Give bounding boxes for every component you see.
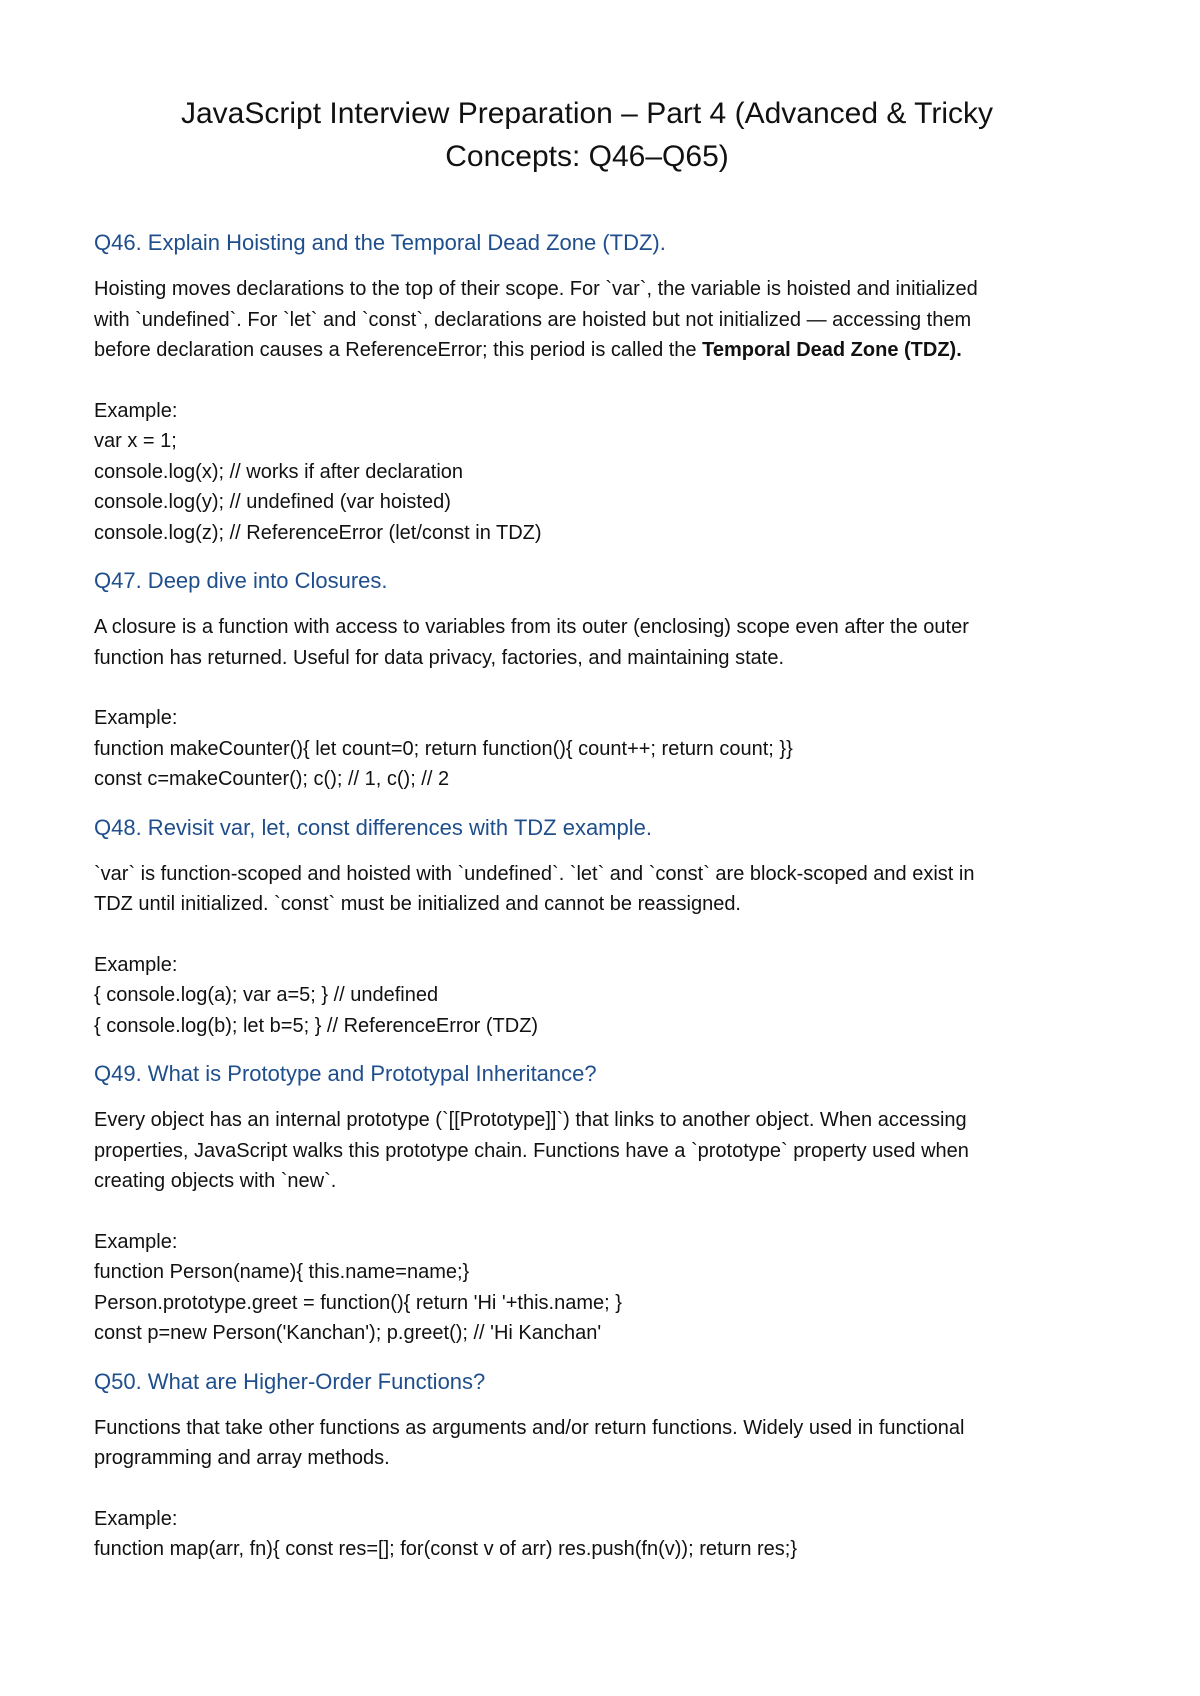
code-line: function map(arr, fn){ const res=[]; for(const v of arr) res.push(fn(v)); return res;}	[94, 1538, 798, 1560]
example-label: Example:	[94, 707, 178, 729]
code-line: console.log(x); // works if after declaration	[94, 460, 464, 483]
code-line: const p=new Person('Kanchan'); p.greet(); // 'Hi Kanchan'	[94, 1322, 602, 1344]
code-line: { console.log(b); let b=5; } // ReferenceError (TDZ)	[94, 1014, 539, 1037]
paragraph-line: `var` is function-scoped and hoisted with `undefined`. `let` and `const` are block-scoped and exist in	[94, 862, 975, 885]
document-title	[94, 92, 1080, 178]
paragraph-line: Hoisting moves declarations to the top of their scope. For `var`, the variable is hoisted and initialized	[94, 278, 978, 300]
paragraph-line: properties, JavaScript walks this prototype chain. Functions have a `prototype` property used when	[94, 1139, 969, 1162]
paragraph-line: function has returned. Useful for data privacy, factories, and maintaining state.	[94, 646, 784, 669]
question-heading: Q47. Deep dive into Closures.	[94, 568, 388, 593]
question-heading: Q48. Revisit var, let, const differences with TDZ example.	[94, 814, 652, 840]
code-line: const c=makeCounter(); c(); // 1, c(); // 2	[94, 768, 450, 790]
section-q46	[94, 228, 1080, 548]
section-q47	[94, 566, 1080, 795]
code-line: function Person(name){ this.name=name;}	[94, 1261, 470, 1283]
example-label: Example:	[94, 1507, 178, 1530]
example-label: Example:	[94, 953, 178, 976]
section-q48	[94, 813, 1080, 1042]
code-line: Person.prototype.greet = function(){ return 'Hi '+this.name; }	[94, 1291, 622, 1314]
question-heading: Q49. What is Prototype and Prototypal Inheritance?	[94, 1061, 597, 1086]
code-line: var x = 1;	[94, 430, 177, 452]
answer-paragraph	[94, 274, 1080, 366]
document-title-line-1: JavaScript Interview Preparation – Part 4 (Advanced & Tricky	[180, 97, 994, 130]
code-line: console.log(y); // undefined (var hoisted)	[94, 491, 451, 513]
paragraph-line: Functions that take other functions as arguments and/or return functions. Widely used in functional	[94, 1416, 965, 1439]
section-q50	[94, 1367, 1080, 1565]
paragraph-line: Every object has an internal prototype (`[[Prototype]]`) that links to another object. When accessing	[94, 1109, 967, 1131]
paragraph-line: programming and array methods.	[94, 1447, 390, 1469]
question-heading: Q50. What are Higher-Order Functions?	[94, 1368, 486, 1394]
answer-paragraph	[94, 1105, 1080, 1197]
paragraph-line: with `undefined`. For `let` and `const`, declarations are hoisted but not initialized — accessing them	[94, 308, 972, 331]
paragraph-line: A closure is a function with access to variables from its outer (enclosing) scope even after the outer	[94, 616, 969, 638]
section-q49	[94, 1059, 1080, 1349]
example-label: Example:	[94, 1230, 178, 1253]
document-title-line-2: Concepts: Q46–Q65)	[445, 140, 729, 173]
answer-paragraph	[94, 859, 1080, 920]
question-heading: Q46. Explain Hoisting and the Temporal Dead Zone (TDZ).	[94, 230, 666, 255]
bold-term: Temporal Dead Zone (TDZ).	[702, 339, 962, 361]
paragraph-line: creating objects with `new`.	[94, 1170, 337, 1192]
code-line: function makeCounter(){ let count=0; return function(){ count++; return count; }}	[94, 737, 793, 760]
answer-paragraph	[94, 1413, 1080, 1474]
answer-paragraph	[94, 612, 1080, 673]
paragraph-line: TDZ until initialized. `const` must be initialized and cannot be reassigned.	[94, 893, 741, 915]
example-label: Example:	[94, 399, 178, 422]
code-line: { console.log(a); var a=5; } // undefined	[94, 984, 439, 1006]
code-line: console.log(z); // ReferenceError (let/const in TDZ)	[94, 521, 542, 544]
paragraph-line: before declaration causes a ReferenceError; this period is called the	[94, 339, 703, 361]
